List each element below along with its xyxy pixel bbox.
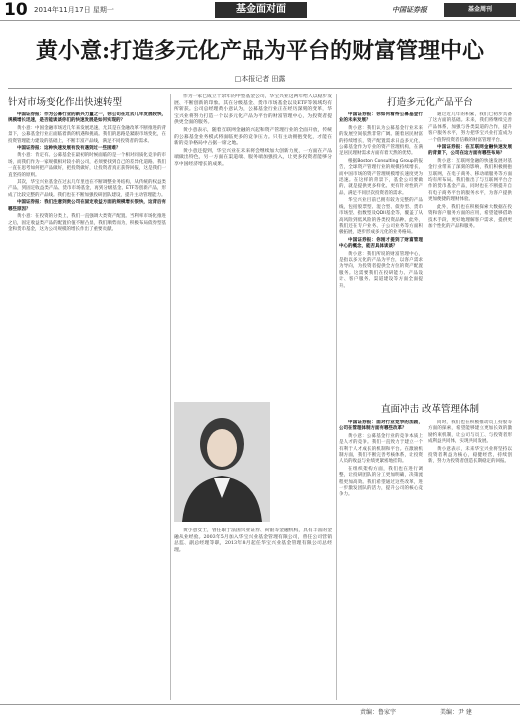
question-paragraph: 中国证券报：我们注意到贵公司在固定收益方面的规模增长很快，这背后有哪些原因？ [8,200,166,212]
column-divider [170,94,171,700]
question-paragraph: 中国证券报：你刚才提到了财富管理中心的概念，能否具体谈谈？ [339,237,423,250]
intro-paragraph: 黄小意还提到，华宝兴业在未来将会继续加大创新力度，一方面在产品端做出特色，另一方面在渠道端、服务端加强投入，让更多投资者能够分享中国经济增长的成果。 [174,148,332,167]
answer-paragraph: 黄小意：我们认为公募基金行业未来的发展空间依然非常广阔。随着居民财富的持续增长，资产配置需求日益多元化，公募基金作为专业的资产管理机构，在满足居民理财需求方面有着天然的优势。 [339,125,423,157]
page-footer [0,704,520,721]
answer-paragraph: 在组织架构方面，我们也在进行调整，让投研团队的分工更加明确，决策流程更加高效。我们希望通过这些改革，进一步激发团队的活力，提升公司的核心竞争力。 [339,466,423,498]
section-title: 基金面对面 [215,2,307,18]
answer-paragraph: 黄小意：中国金融市场近几年来发展迅速，尤其是在金融改革不断推进的背景下，公募基金行业正面临着新的机遇和挑战。我们的思路是紧跟市场变化，在投资管理能力建设的基础上，不断丰富产品线，满足不同投资者的需求。 [8,125,166,144]
col1-subhead: 针对市场变化作出快速转型 [8,97,123,108]
answer-paragraph: 黄小意表示，未来华宝兴业将坚持以投资者利益为核心，稳健经营，持续创新，努力为投资者创造长期稳定的回报。 [428,446,512,465]
answer-paragraph: 其次，华宝兴业基金在过去几年里也在不断调整业务结构，从传统的权益类产品，到固定收益类产品、货币市场基金，再到分级基金、ETF等创新产品，形成了比较完整的产品线。我们也在不断加强投研团队建设，提升主动管理能力。 [8,180,166,198]
bio-text: 黄小意女士，曾任职于法国兴业证券、荷银等金融机构，具有丰富的金融从业经验。2003年5月加入华宝兴业基金管理有限公司，曾任公司营销总监、副总经理等职，2013年8月起任华宝兴业基金管理有限公司总经理。 [174,528,332,553]
answer-paragraph: 黄小意：公募基金行业的竞争本质上是人才的竞争。我们一直致力于建立一个有利于人才成长的机制和平台。在激励机制方面，我们不断完善考核体系，让投资人员的收益与业绩更紧密地挂钩。 [339,433,423,465]
article-headline: 黄小意:打造多元化产品为平台的财富管理中心 [35,38,485,64]
intro-paragraph: 作为一家已成立十余年的中型基金公司，华宝兴业这两年给人以稳步发展、不断创新的印象。其在分级基金、货币市场基金以及ETF等领域均有所斩获。公司总经理黄小意认为，公募基金行业正在经历深刻的变革，华宝兴业将努力打造一个以多元化产品为平台的财富管理中心，为投资者提供更全面的服务。 [174,94,332,126]
question-paragraph: 中国证券报：在互联网金融快速发展的背景下，公司在这方面有哪些布局？ [428,145,512,157]
paper-name: 中国证券报 [392,6,427,14]
page-number: 10 [4,0,28,20]
issue-date: 2014年11月17日 星期一 [34,6,114,14]
column-2-intro [174,94,332,326]
col5-subhead: 直面冲击 改革管理体制 [380,404,480,415]
edition-tag: 基金周刊 [444,3,516,17]
designer-credit: 美编：尹 建 [440,709,472,716]
article-byline: □本报记者 田露 [234,75,286,83]
column-3 [339,112,423,398]
bio-box [174,528,332,638]
page-header [0,0,520,21]
question-paragraph: 中国证券报：你如何看待公募基金行业的未来发展？ [339,112,423,124]
answer-paragraph: 通过近几年的积累，我们已初步具备了这方面的基础。未来，我们将继续完善产品体系，加强与各类渠道的合作，提升客户服务水平，努力把华宝兴业打造成为一个值得投资者信赖的财富管理平台。 [428,112,512,143]
headline-divider [8,88,512,89]
intro-paragraph: 黄小意表示，随着互联网金融的兴起和资产管理行业的全面开放，传统的公募基金业务模式将面临更多的竞争压力。只有主动拥抱变化，才能在新的竞争格局中占据一席之地。 [174,127,332,147]
portrait-photo [174,402,270,522]
col3-subhead: 打造多元化产品平台 [387,97,473,108]
answer-paragraph: 此外，我们也在积极探索大数据在投资和客户服务方面的应用，希望能够借助技术手段，更好地理解客户需求，提供更加个性化的产品和服务。 [428,204,512,229]
answer-paragraph: 黄小意：我们所说的财富管理中心，是指以多元化的产品为平台，以客户需求为导向，为投资者提供全方位的资产配置服务。这需要我们在投研能力、产品设计、客户服务、渠道建设等方面全面提升。 [339,251,423,289]
answer-paragraph: 同时，我们也在积极推动员工持股等方面的探索，希望能够建立更加长效的激励约束机制，让公司与员工、与投资者形成利益共同体，实现共同发展。 [428,420,512,445]
answer-paragraph: 华宝兴业目前已拥有较为完整的产品线，包括股票型、混合型、债券型、货币市场型、指数型及QDII基金等，覆盖了从高风险到低风险的各类投资品种。此外，我们还在专户业务、子公司业务等方面积极拓展，逐步形成多元化的业务格局。 [339,198,423,236]
answer-paragraph: 黄小意：互联网金融的快速发展对基金行业带来了深刻的影响，我们积极拥抱互联网，在电子商务、移动端服务等方面均有所布局。我们推出了与互联网平台合作的货币基金产品，同时也在不断提升自有电子商务平台的服务水平，为客户提供更加便捷的理财体验。 [428,158,512,203]
question-paragraph: 中国证券报：面对行业竞争的加剧，公司在管理体制方面有哪些改革？ [339,420,423,432]
column-divider [336,94,337,700]
portrait-illustration [174,402,270,522]
question-paragraph: 中国证券报：这种快速发展有没有遇到过一些困难？ [17,146,121,152]
column-1 [8,112,166,700]
question-paragraph: 中国证券报：作为公募行业的新兴力量之一，你公司在过去几年发展较快，规模增长迅速，是否能谈谈你们的快速发展是如何实现的？ [8,112,166,124]
answer-paragraph: 黄小意：在投资的分类上，我们一直强调大类资产配置。当利率市场化推进之后，固定收益类产品的配置价值不断凸显，我们顺势而为，积极布局债券型基金和货币基金，这为公司规模的增长作出了重要贡献。 [8,214,166,232]
column-5b [428,420,512,700]
column-5a [339,420,423,700]
column-4 [428,112,512,398]
answer-paragraph: 黄小意：肯定有。公募基金在最初的时候面临的是一个相对同质化竞争的市场，而我们作为一家规模相对较小的公司，必须要找到自己的差异化道路。我们一直在思考如何把产品做好，把投资做好，让投资者真正获得回报，这是我们一直坚持的原则。 [8,153,166,178]
editor-credit: 责编：鲁家宇 [360,709,397,716]
answer-paragraph: 根据Boston Consulting Group的报告，全球资产管理行业的规模持续增长，而中国市场的资产管理规模增长速度更为迅速。在这样的背景下，基金公司要做的，就是提供更多样化、更有针对性的产品，满足不同层次投资者的需求。 [339,158,423,196]
